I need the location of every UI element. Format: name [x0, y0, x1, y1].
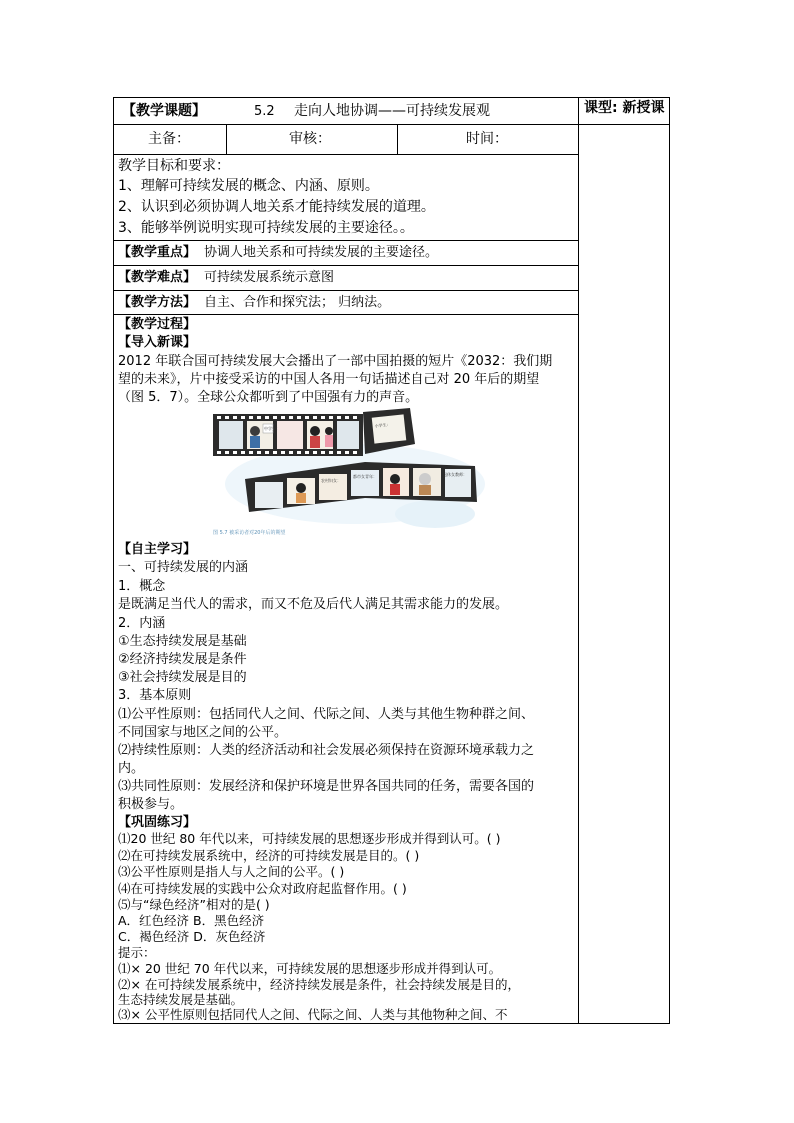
- principle-line: ⑶共同性原则：发展经济和保护环境是世界各国共同的任务，需要各国的: [118, 779, 535, 794]
- right-column-divider: [578, 97, 579, 1024]
- panel-label-rural-woman: 农村妇女：: [321, 478, 341, 483]
- row-divider: [113, 314, 579, 315]
- objectives-heading: 教学目标和要求：: [118, 158, 230, 174]
- hint-label: 提示：: [118, 945, 156, 960]
- hint-line: 生态持续发展是基础。: [118, 992, 244, 1007]
- lead-teacher-label: 主备：: [148, 131, 190, 147]
- intro-line: 2012 年联合国可持续发展大会播出了一部中国拍摄的短片《2032：我们期: [118, 354, 553, 369]
- practice-item: ⑵在可持续发展系统中，经济的可持续发展是目的。( ): [118, 848, 420, 863]
- difficulties-text: 可持续发展系统示意图: [204, 270, 335, 285]
- film-strip-top: [213, 414, 363, 456]
- background-shape: [395, 500, 475, 528]
- practice-item: ⑸与“绿色经济”相对的是( ): [118, 897, 270, 912]
- principle-line: ⑴公平性原则：包括同代人之间、代际之间、人类与其他生物种群之间、: [118, 707, 535, 722]
- intro-line: 望的未来》，片中接受采访的中国人各用一句话描述自己对 20 年后的期望: [118, 372, 540, 387]
- practice-item: ⑶公平性原则是指人与人之间的公平。( ): [118, 864, 345, 879]
- process-heading: 【教学过程】: [118, 317, 197, 332]
- principles-title: 3．基本原则: [118, 688, 192, 703]
- section-title: 一、可持续发展的内涵: [118, 560, 249, 575]
- topic-title: 走向人地协调——可持续发展观: [294, 103, 490, 119]
- intro-heading: 【导入新课】: [118, 335, 197, 350]
- panel-label-pupil: 小学生：: [374, 421, 391, 429]
- row-divider: [113, 290, 579, 291]
- hint-line: ⑴× 20 世纪 70 年代以来，可持续发展的思想逐步形成并得到认可。: [118, 961, 502, 976]
- practice-item: ⑴20 世纪 80 年代以来，可持续发展的思想逐步形成并得到认可。( ): [118, 831, 501, 846]
- key-points-label: 【教学重点】: [118, 245, 197, 260]
- panel-label-urban-woman: 都市女青年：: [353, 474, 377, 479]
- practice-option: A．红色经济 B．黑色经济: [118, 913, 265, 928]
- objective-item: 1、理解可持续发展的概念、内涵、原则。: [118, 178, 379, 194]
- objective-item: 3、能够举例说明实现可持续发展的主要途径。。: [118, 220, 414, 236]
- practice-option: C．褐色经济 D．灰色经济: [118, 929, 266, 944]
- film-strip-top-right: [363, 408, 415, 454]
- row-divider: [113, 124, 579, 125]
- difficulties-label: 【教学难点】: [118, 270, 197, 285]
- course-type: 课型: 新授课: [584, 100, 665, 116]
- topic-label: 【教学课题】: [122, 103, 206, 119]
- methods-text: 自主、合作和探究法； 归纳法。: [204, 295, 391, 310]
- objective-item: 2、认识到必须协调人地关系才能持续发展的道理。: [118, 199, 435, 215]
- practice-heading: 【巩固练习】: [118, 815, 197, 830]
- key-points-text: 协调人地关系和可持续发展的主要途径。: [204, 245, 439, 260]
- cell-divider: [397, 124, 398, 154]
- film-strip-figure: [205, 404, 495, 536]
- connotation-item: ②经济持续发展是条件: [118, 652, 247, 667]
- intro-line: （图 5．7）。全球公众都听到了中国强有力的声音。: [118, 390, 419, 405]
- connotation-title: 2．内涵: [118, 616, 166, 631]
- hint-line: ⑵× 在可持续发展系统中，经济持续发展是条件，社会持续发展是目的，: [118, 977, 520, 992]
- self-study-heading: 【自主学习】: [118, 542, 197, 557]
- methods-label: 【教学方法】: [118, 295, 197, 310]
- concept-text: 是既满足当代人的需求，而又不危及后代人满足其需求能力的发展。: [118, 597, 509, 612]
- principle-line: 内。: [118, 761, 145, 776]
- cell-divider: [226, 124, 227, 154]
- connotation-item: ①生态持续发展是基础: [118, 634, 247, 649]
- principle-line: 不同国家与地区之间的公平。: [118, 725, 288, 740]
- principle-line: 积极参与。: [118, 797, 184, 812]
- row-divider: [113, 265, 579, 266]
- panel-label-retired-teacher: 退休女教师：: [443, 472, 467, 477]
- time-label: 时间：: [466, 131, 508, 147]
- topic-number: 5.2: [254, 104, 275, 119]
- concept-title: 1．概念: [118, 579, 166, 594]
- hint-line: ⑶× 公平性原则包括同代人之间、代际之间、人类与其他物种之间、不: [118, 1007, 508, 1022]
- reviewer-label: 审核：: [289, 131, 331, 147]
- principle-line: ⑵持续性原则：人类的经济活动和社会发展必须保持在资源环境承载力之: [118, 743, 535, 758]
- row-divider: [113, 240, 579, 241]
- row-divider: [113, 154, 579, 155]
- connotation-item: ③社会持续发展是目的: [118, 670, 247, 685]
- panel-label-student: 中学生：: [264, 426, 280, 431]
- figure-caption: 图 5.7 被采访者对20年后的期望: [213, 530, 286, 536]
- row-divider: [578, 124, 670, 125]
- practice-item: ⑷在可持续发展的实践中公众对政府起监督作用。( ): [118, 881, 407, 896]
- film-strip-illustration: [205, 404, 495, 536]
